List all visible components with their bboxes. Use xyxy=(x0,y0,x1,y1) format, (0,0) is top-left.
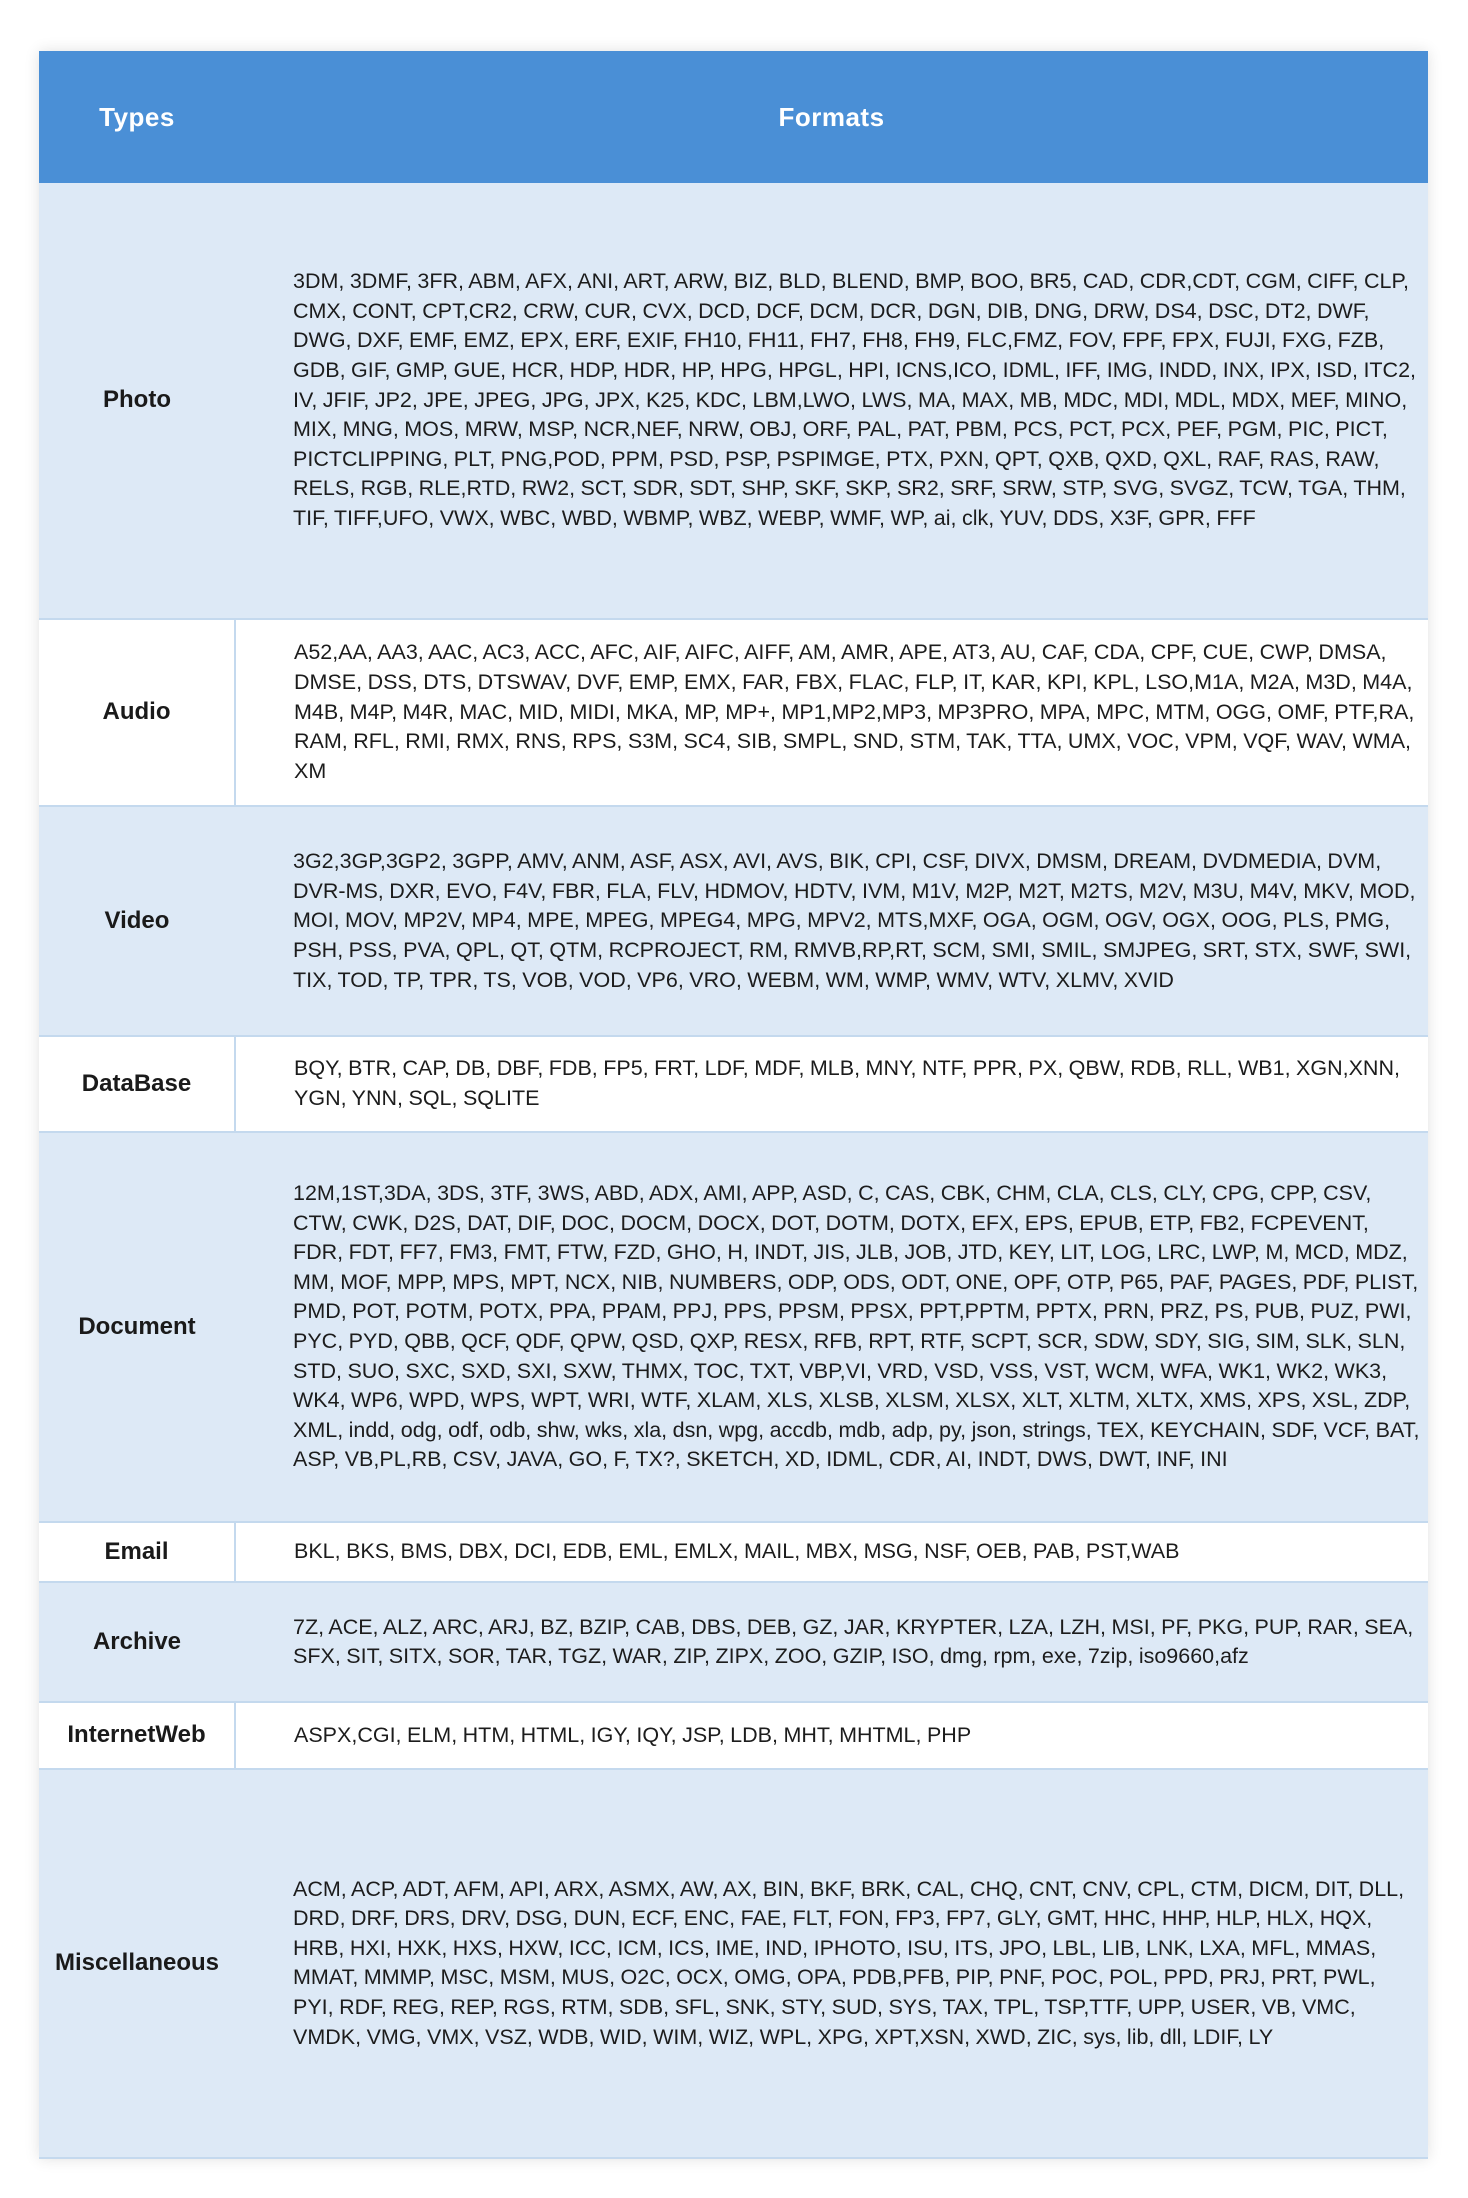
formats-list: 3DM, 3DMF, 3FR, ABM, AFX, ANI, ART, ARW, BIZ, BLD, BLEND, BMP, BOO, BR5, CAD, CDR,CDT, CGM, CIFF, CLP, CMX, CONT, CPT,CR2, CRW, CUR, CVX, DCD, DCF, DCM, DCR, DGN, DIB, DNG, DRW, DS4, DSC, DT2, DWF, DWG, DXF, EMF, EMZ, EPX, ERF, EXIF, FH10, FH11, FH7, FH8, FH9, FLC,FMZ, FOV, FPF, FPX, FUJI, FXG, FZB, GDB, GIF, GMP, GUE, HCR, HDP, HDR, HP, HPG, HPGL, HPI, ICNS,ICO, IDML, IFF, IMG, INDD, INX, IPX, ISD, ITC2, IV, JFIF, JP2, JPE, JPEG, JPG, JPX, K25, KDC, LBM,LWO, LWS, MA, MAX, MB, MDC, MDI, MDL, MDX, MEF, MINO, MIX, MNG, MOS, MRW, MSP, NCR,NEF, NRW, OBJ, ORF, PAL, PAT, PBM, PCS, PCT, PCX, PEF, PGM, PIC, PICT, PICTCLIPPING, PLT, PNG,POD, PPM, PSD, PSP, PSPIMGE, PTX, PXN, QPT, QXB, QXD, QXL, RAF, RAS, RAW, RELS, RGB, RLE,RTD, RW2, SCT, SDR, SDT, SHP, SKF, SKP, SR2, SRF, SRW, STP, SVG, SVGZ, TCW, TGA, THM, TIF, TIFF,UFO, VWX, WBC, WBD, WBMP, WBZ, WEBP, WMF, WP, ai, clk, YUV, DDS, X3F, GPR, FFF xyxy=(235,183,1428,619)
type-label: Audio xyxy=(39,619,235,807)
formats-table-container xyxy=(39,51,1428,2159)
table-row-video xyxy=(39,806,1428,1036)
formats-list: 7Z, ACE, ALZ, ARC, ARJ, BZ, BZIP, CAB, DBS, DEB, GZ, JAR, KRYPTER, LZA, LZH, MSI, PF, PKG, PUP, RAR, SEA, SFX, SIT, SITX, SOR, TAR, TGZ, WAR, ZIP, ZIPX, ZOO, GZIP, ISO, dmg, rpm, exe, 7zip, iso9660,afz xyxy=(235,1582,1428,1702)
table-row-miscellaneous xyxy=(39,1769,1428,2158)
formats-list: BQY, BTR, CAP, DB, DBF, FDB, FP5, FRT, LDF, MDF, MLB, MNY, NTF, PPR, PX, QBW, RDB, RLL, WB1, XGN,XNN, YGN, YNN, SQL, SQLITE xyxy=(235,1036,1428,1132)
table-row-internetweb xyxy=(39,1702,1428,1769)
formats-column-header: Formats xyxy=(235,51,1428,183)
formats-table xyxy=(39,51,1428,2159)
type-label: Document xyxy=(39,1132,235,1522)
formats-list: ACM, ACP, ADT, AFM, API, ARX, ASMX, AW, AX, BIN, BKF, BRK, CAL, CHQ, CNT, CNV, CPL, CTM, DICM, DIT, DLL, DRD, DRF, DRS, DRV, DSG, DUN, ECF, ENC, FAE, FLT, FON, FP3, FP7, GLY, GMT, HHC, HHP, HLP, HLX, HQX, HRB, HXI, HXK, HXS, HXW, ICC, ICM, ICS, IME, IND, IPHOTO, ISU, ITS, JPO, LBL, LIB, LNK, LXA, MFL, MMAS, MMAT, MMMP, MSC, MSM, MUS, O2C, OCX, OMG, OPA, PDB,PFB, PIP, PNF, POC, POL, PPD, PRJ, PRT, PWL, PYI, RDF, REG, REP, RGS, RTM, SDB, SFL, SNK, STY, SUD, SYS, TAX, TPL, TSP,TTF, UPP, USER, VB, VMC, VMDK, VMG, VMX, VSZ, WDB, WID, WIM, WIZ, WPL, XPG, XPT,XSN, XWD, ZIC, sys, lib, dll, LDIF, LY xyxy=(235,1769,1428,2158)
formats-list: ASPX,CGI, ELM, HTM, HTML, IGY, IQY, JSP, LDB, MHT, MHTML, PHP xyxy=(235,1702,1428,1769)
types-column-header: Types xyxy=(39,51,235,183)
table-row-photo xyxy=(39,183,1428,619)
formats-list: A52,AA, AA3, AAC, AC3, ACC, AFC, AIF, AIFC, AIFF, AM, AMR, APE, AT3, AU, CAF, CDA, CPF, CUE, CWP, DMSA, DMSE, DSS, DTS, DTSWAV, DVF, EMP, EMX, FAR, FBX, FLAC, FLP, IT, KAR, KPI, KPL, LSO,M1A, M2A, M3D, M4A, M4B, M4P, M4R, MAC, MID, MIDI, MKA, MP, MP+, MP1,MP2,MP3, MP3PRO, MPA, MPC, MTM, OGG, OMF, PTF,RA, RAM, RFL, RMI, RMX, RNS, RPS, S3M, SC4, SIB, SMPL, SND, STM, TAK, TTA, UMX, VOC, VPM, VQF, WAV, WMA, XM xyxy=(235,619,1428,807)
type-label: Video xyxy=(39,806,235,1036)
formats-list: BKL, BKS, BMS, DBX, DCI, EDB, EML, EMLX, MAIL, MBX, MSG, NSF, OEB, PAB, PST,WAB xyxy=(235,1522,1428,1582)
table-row-document xyxy=(39,1132,1428,1522)
type-label: Miscellaneous xyxy=(39,1769,235,2158)
type-label: Archive xyxy=(39,1582,235,1702)
table-row-audio xyxy=(39,619,1428,807)
formats-list: 12M,1ST,3DA, 3DS, 3TF, 3WS, ABD, ADX, AMI, APP, ASD, C, CAS, CBK, CHM, CLA, CLS, CLY, CPG, CPP, CSV, CTW, CWK, D2S, DAT, DIF, DOC, DOCM, DOCX, DOT, DOTM, DOTX, EFX, EPS, EPUB, ETP, FB2, FCPEVENT, FDR, FDT, FF7, FM3, FMT, FTW, FZD, GHO, H, INDT, JIS, JLB, JOB, JTD, KEY, LIT, LOG, LRC, LWP, M, MCD, MDZ, MM, MOF, MPP, MPS, MPT, NCX, NIB, NUMBERS, ODP, ODS, ODT, ONE, OPF, OTP, P65, PAF, PAGES, PDF, PLIST, PMD, POT, POTM, POTX, PPA, PPAM, PPJ, PPS, PPSM, PPSX, PPT,PPTM, PPTX, PRN, PRZ, PS, PUB, PUZ, PWI, PYC, PYD, QBB, QCF, QDF, QPW, QSD, QXP, RESX, RFB, RPT, RTF, SCPT, SCR, SDW, SDY, SIG, SIM, SLK, SLN, STD, SUO, SXC, SXD, SXI, SXW, THMX, TOC, TXT, VBP,VI, VRD, VSD, VSS, VST, WCM, WFA, WK1, WK2, WK3, WK4, WP6, WPD, WPS, WPT, WRI, WTF, XLAM, XLS, XLSB, XLSM, XLSX, XLT, XLTM, XLTX, XMS, XPS, XSL, ZDP, XML, indd, odg, odf, odb, shw, wks, xla, dsn, wpg, accdb, mdb, adp, py, json, strings, TEX, KEYCHAIN, SDF, VCF, BAT, ASP, VB,PL,RB, CSV, JAVA, GO, F, TX?, SKETCH, XD, IDML, CDR, AI, INDT, DWS, DWT, INF, INI xyxy=(235,1132,1428,1522)
formats-list: 3G2,3GP,3GP2, 3GPP, AMV, ANM, ASF, ASX, AVI, AVS, BIK, CPI, CSF, DIVX, DMSM, DREAM, DVDMEDIA, DVM, DVR-MS, DXR, EVO, F4V, FBR, FLA, FLV, HDMOV, HDTV, IVM, M1V, M2P, M2T, M2TS, M2V, M3U, M4V, MKV, MOD, MOI, MOV, MP2V, MP4, MPE, MPEG, MPEG4, MPG, MPV2, MTS,MXF, OGA, OGM, OGV, OGX, OOG, PLS, PMG, PSH, PSS, PVA, QPL, QT, QTM, RCPROJECT, RM, RMVB,RP,RT, SCM, SMI, SMIL, SMJPEG, SRT, STX, SWF, SWI, TIX, TOD, TP, TPR, TS, VOB, VOD, VP6, VRO, WEBM, WM, WMP, WMV, WTV, XLMV, XVID xyxy=(235,806,1428,1036)
header-row xyxy=(39,51,1428,183)
type-label: InternetWeb xyxy=(39,1702,235,1769)
type-label: DataBase xyxy=(39,1036,235,1132)
type-label: Email xyxy=(39,1522,235,1582)
table-row-database xyxy=(39,1036,1428,1132)
table-row-email xyxy=(39,1522,1428,1582)
table-row-archive xyxy=(39,1582,1428,1702)
type-label: Photo xyxy=(39,183,235,619)
